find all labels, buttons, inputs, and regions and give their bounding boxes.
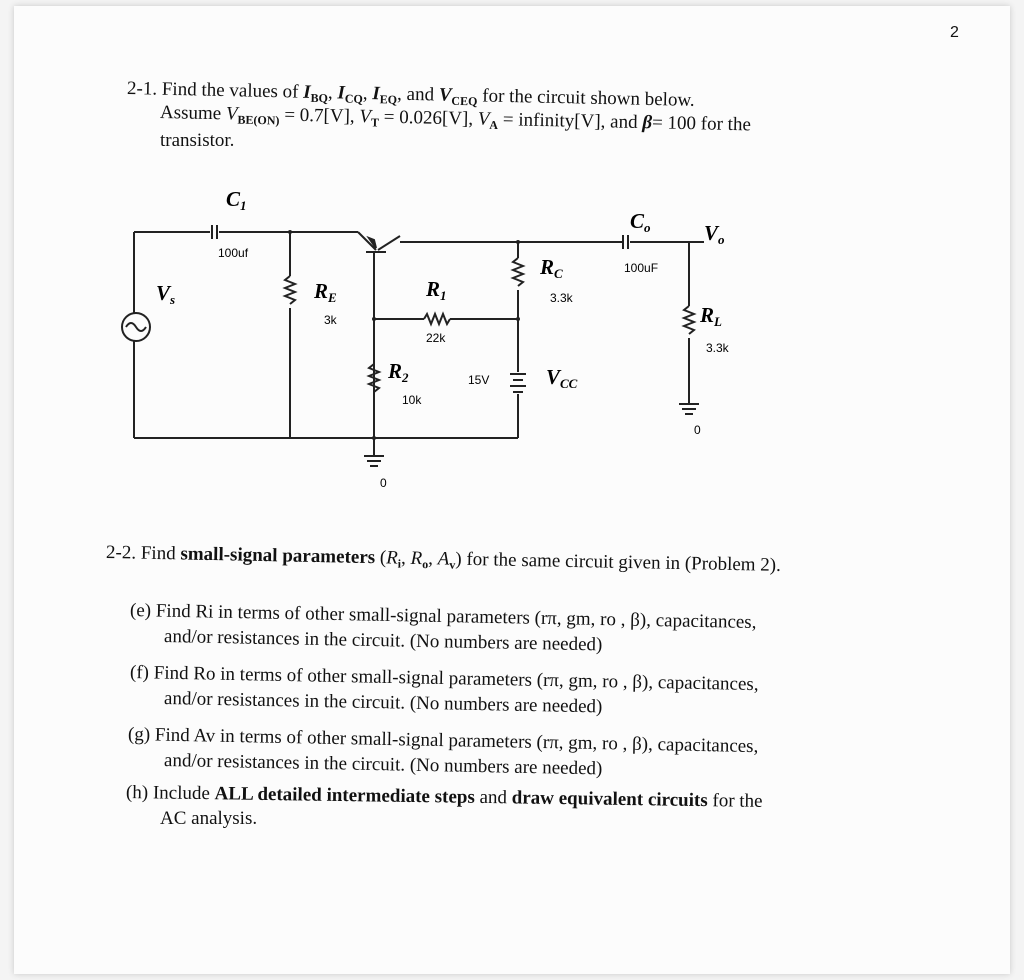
part-e-line-1: (e) Find Ri in terms of other small-signal parameters (rπ, gm, ro , β), capacitances,	[129, 600, 757, 634]
c1-value: 100uf	[218, 246, 249, 260]
part-e-line-2: and/or resistances in the circuit. (No numbers are needed)	[163, 626, 603, 656]
ground-label-right: 0	[694, 423, 701, 437]
r1-value: 22k	[426, 331, 446, 345]
problem-1-number: 2-1.	[126, 78, 158, 100]
r1-label: R1	[426, 277, 447, 303]
vs-label: Vs	[156, 281, 176, 307]
part-g-line-1: (g) Find Av in terms of other small-signal parameters (rπ, gm, ro , β), capacitances,	[127, 724, 759, 758]
problem-1-line-2: Assume $V_{BE(ON)} = 0.7[V]$, $V_T = 0.026[V]$, $V_A$ = infinity[V], and β= 100 for the	[159, 102, 752, 136]
ground-label-left: 0	[380, 476, 387, 490]
node-dot-1	[288, 230, 292, 234]
rl-resistor	[684, 306, 694, 334]
part-h-line-1: (h) Include ALL detailed intermediate steps and draw equivalent circuits for the	[125, 782, 763, 812]
rc-label: RC	[540, 255, 563, 281]
r1-resistor	[424, 314, 450, 324]
part-h-line-2: AC analysis.	[160, 808, 258, 829]
part-f-line-1: (f) Find Ro in terms of other small-signal parameters (rπ, gm, ro , β), capacitances,	[129, 662, 759, 696]
circuit-diagram	[14, 6, 1010, 506]
problem-1-line-1: 2-1. Find the values of $I_{BQ}$, $I_{CQ}$, $I_{EQ}$, and $V_{CEQ}$ for the circuit shown below.	[126, 78, 695, 111]
page-number: 2	[950, 24, 959, 41]
co-value: 100uF	[624, 261, 659, 275]
vcc-label: VCC	[546, 365, 578, 391]
node-dot-4	[372, 317, 376, 321]
part-f-line-2: and/or resistances in the circuit. (No numbers are needed)	[163, 688, 603, 718]
node-dot-5	[372, 436, 376, 440]
rl-label: RL	[700, 303, 722, 329]
problem-2-intro: 2-2. Find small-signal parameters ($R_i$, $R_o$, $A_v$) for the same circuit given in (Problem 2).	[105, 542, 782, 576]
r2-value: 10k	[402, 393, 422, 407]
node-dot-3	[516, 317, 520, 321]
node-dot-2	[516, 240, 520, 244]
transistor-collector	[378, 236, 400, 250]
re-value: 3k	[324, 313, 337, 327]
co-label: Co	[630, 209, 651, 235]
problem-1-line-3: transistor.	[160, 130, 235, 151]
vo-label: Vo	[704, 221, 725, 247]
vcc-value: 15V	[468, 373, 490, 387]
part-g-line-2: and/or resistances in the circuit. (No numbers are needed)	[163, 750, 603, 780]
rl-value: 3.3k	[706, 341, 729, 355]
r2-label: R2	[388, 359, 409, 385]
c1-label: C1	[226, 187, 247, 213]
document-page	[14, 6, 1010, 974]
re-label: RE	[314, 279, 337, 305]
re-resistor	[285, 276, 295, 304]
rc-value: 3.3k	[550, 291, 573, 305]
rc-resistor	[513, 258, 523, 286]
